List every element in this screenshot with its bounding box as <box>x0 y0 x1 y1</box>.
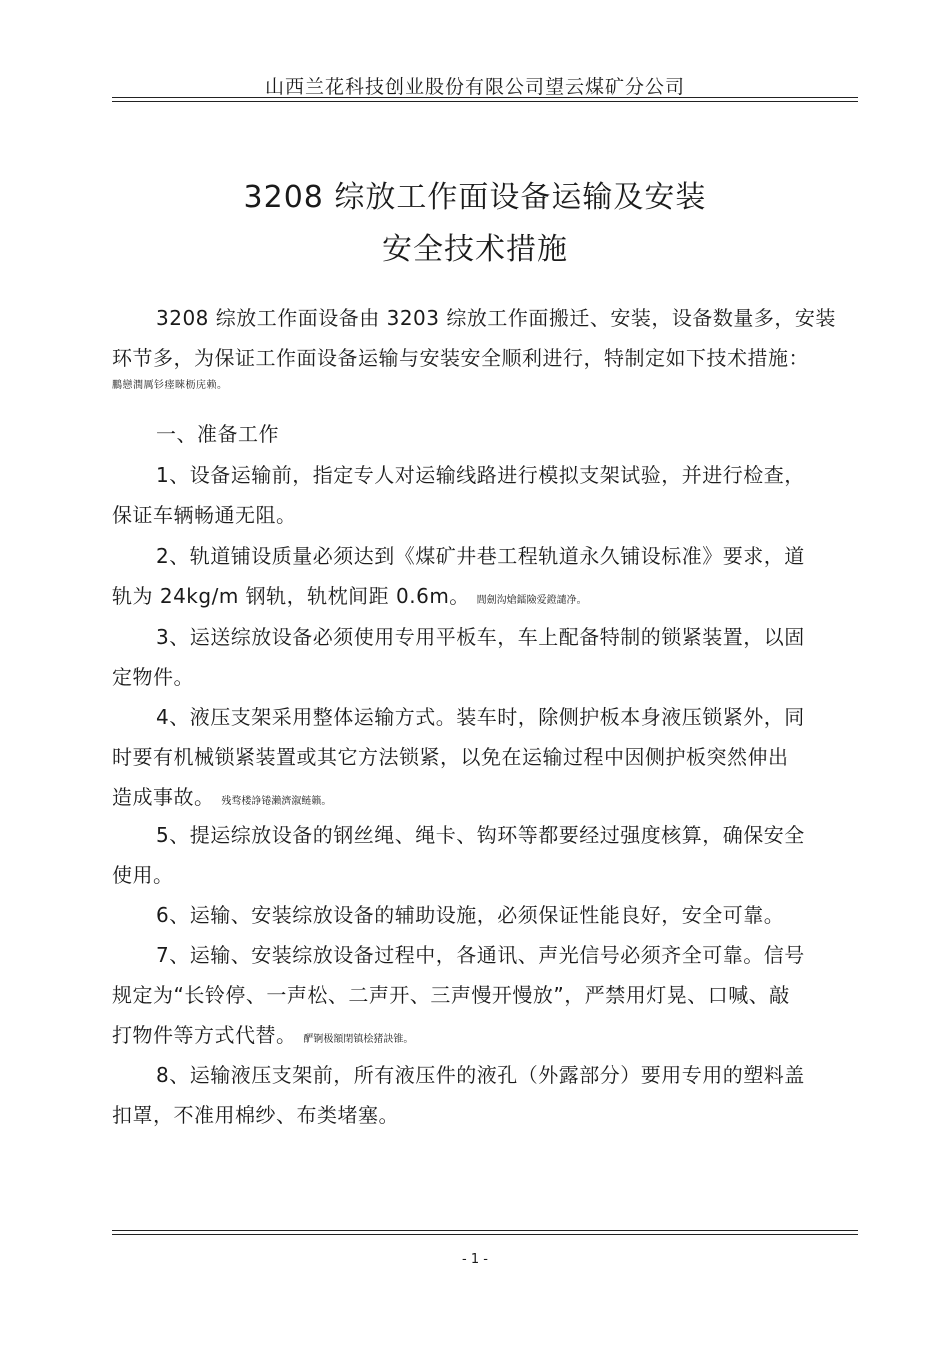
item-4-line2: 时要有机械锁紧装置或其它方法锁紧，以免在运输过程中因侧护板突然伸出 <box>112 745 789 769</box>
intro-line1: 3208 综放工作面设备由 3203 综放工作面搬迁、安装，设备数量多，安装 <box>156 306 836 330</box>
item-8 <box>112 1055 852 1135</box>
item-2 <box>112 536 852 621</box>
item-8-line2: 扣罩，不准用棉纱、布类堵塞。 <box>112 1103 399 1127</box>
item-5-line1: 5、提运综放设备的钢丝绳、绳卡、钩环等都要经过强度核算，确保安全 <box>156 823 805 847</box>
item-5-line2: 使用。 <box>112 863 174 887</box>
item-2-line1: 2、轨道铺设质量必须达到《煤矿井巷工程轨道永久铺设标准》要求，道 <box>156 544 805 568</box>
item-6 <box>112 895 852 935</box>
company-header: 山西兰花科技创业股份有限公司望云煤矿分公司 <box>264 76 685 98</box>
item-1 <box>112 455 852 535</box>
item-7-line3-wrap <box>112 1015 852 1060</box>
item-7-line1: 7、运输、安装综放设备过程中，各通讯、声光信号必须齐全可靠。信号 <box>156 943 805 967</box>
footer-rule-top <box>112 1230 858 1231</box>
item-3 <box>112 617 852 697</box>
item-1-line2: 保证车辆畅通无阻。 <box>112 503 297 527</box>
item-4-garble: 残骛楼諍锩瀨濟溆鲢籟。 <box>221 796 332 807</box>
item-4-line3: 造成事故。 <box>112 785 215 809</box>
header-rule-top <box>112 97 858 98</box>
header-rule-bottom <box>112 101 858 102</box>
item-2-line2-wrap <box>112 576 852 621</box>
intro-line2: 环节多，为保证工作面设备运输与安装安全顺利进行，特制定如下技术措施： <box>112 346 809 370</box>
section1-heading: 一、准备工作 <box>156 422 279 446</box>
footer-rule-bottom <box>112 1234 858 1235</box>
item-8-line1: 8、运输液压支架前，所有液压件的液孔（外露部分）要用专用的塑料盖 <box>156 1063 805 1087</box>
page-number: - 1 - <box>462 1252 488 1267</box>
item-7-line2: 规定为“长铃停、一声松、二声开、三声慢开慢放”，严禁用灯晃、口喊、敲 <box>112 983 790 1007</box>
item-2-line2: 轨为 24kg/m 钢轨，轨枕间距 0.6m。 <box>112 584 470 608</box>
item-7-line3: 打物件等方式代替。 <box>112 1023 297 1047</box>
item-7 <box>112 935 852 1060</box>
item-3-line1: 3、运送综放设备必须使用专用平板车，车上配备特制的锁紧装置，以固 <box>156 625 805 649</box>
item-4-line1: 4、液压支架采用整体运输方式。装车时，除侧护板本身液压锁紧外，同 <box>156 705 805 729</box>
document-title-line1: 3208 综放工作面设备运输及安装 <box>243 180 707 215</box>
section-heading <box>112 414 852 454</box>
item-1-line1: 1、设备运输前，指定专人对运输线路进行模拟支架试验，并进行检查， <box>156 463 805 487</box>
item-2-garble: 閭劍沟熗鐳險爱鐙譴净。 <box>476 595 587 606</box>
item-4 <box>112 697 852 822</box>
item-7-garble: 酽锕极額閉镇桧猪訣锥。 <box>303 1034 414 1045</box>
item-6-line1: 6、运输、安装综放设备的辅助设施，必须保证性能良好，安全可靠。 <box>156 903 785 927</box>
intro-paragraph <box>112 298 852 394</box>
item-3-line2: 定物件。 <box>112 665 194 689</box>
document-title-line2: 安全技术措施 <box>382 232 568 267</box>
intro-garble: 鵬戀潤厲钐瘗睞枥庑赖。 <box>112 380 228 391</box>
item-5 <box>112 815 852 895</box>
